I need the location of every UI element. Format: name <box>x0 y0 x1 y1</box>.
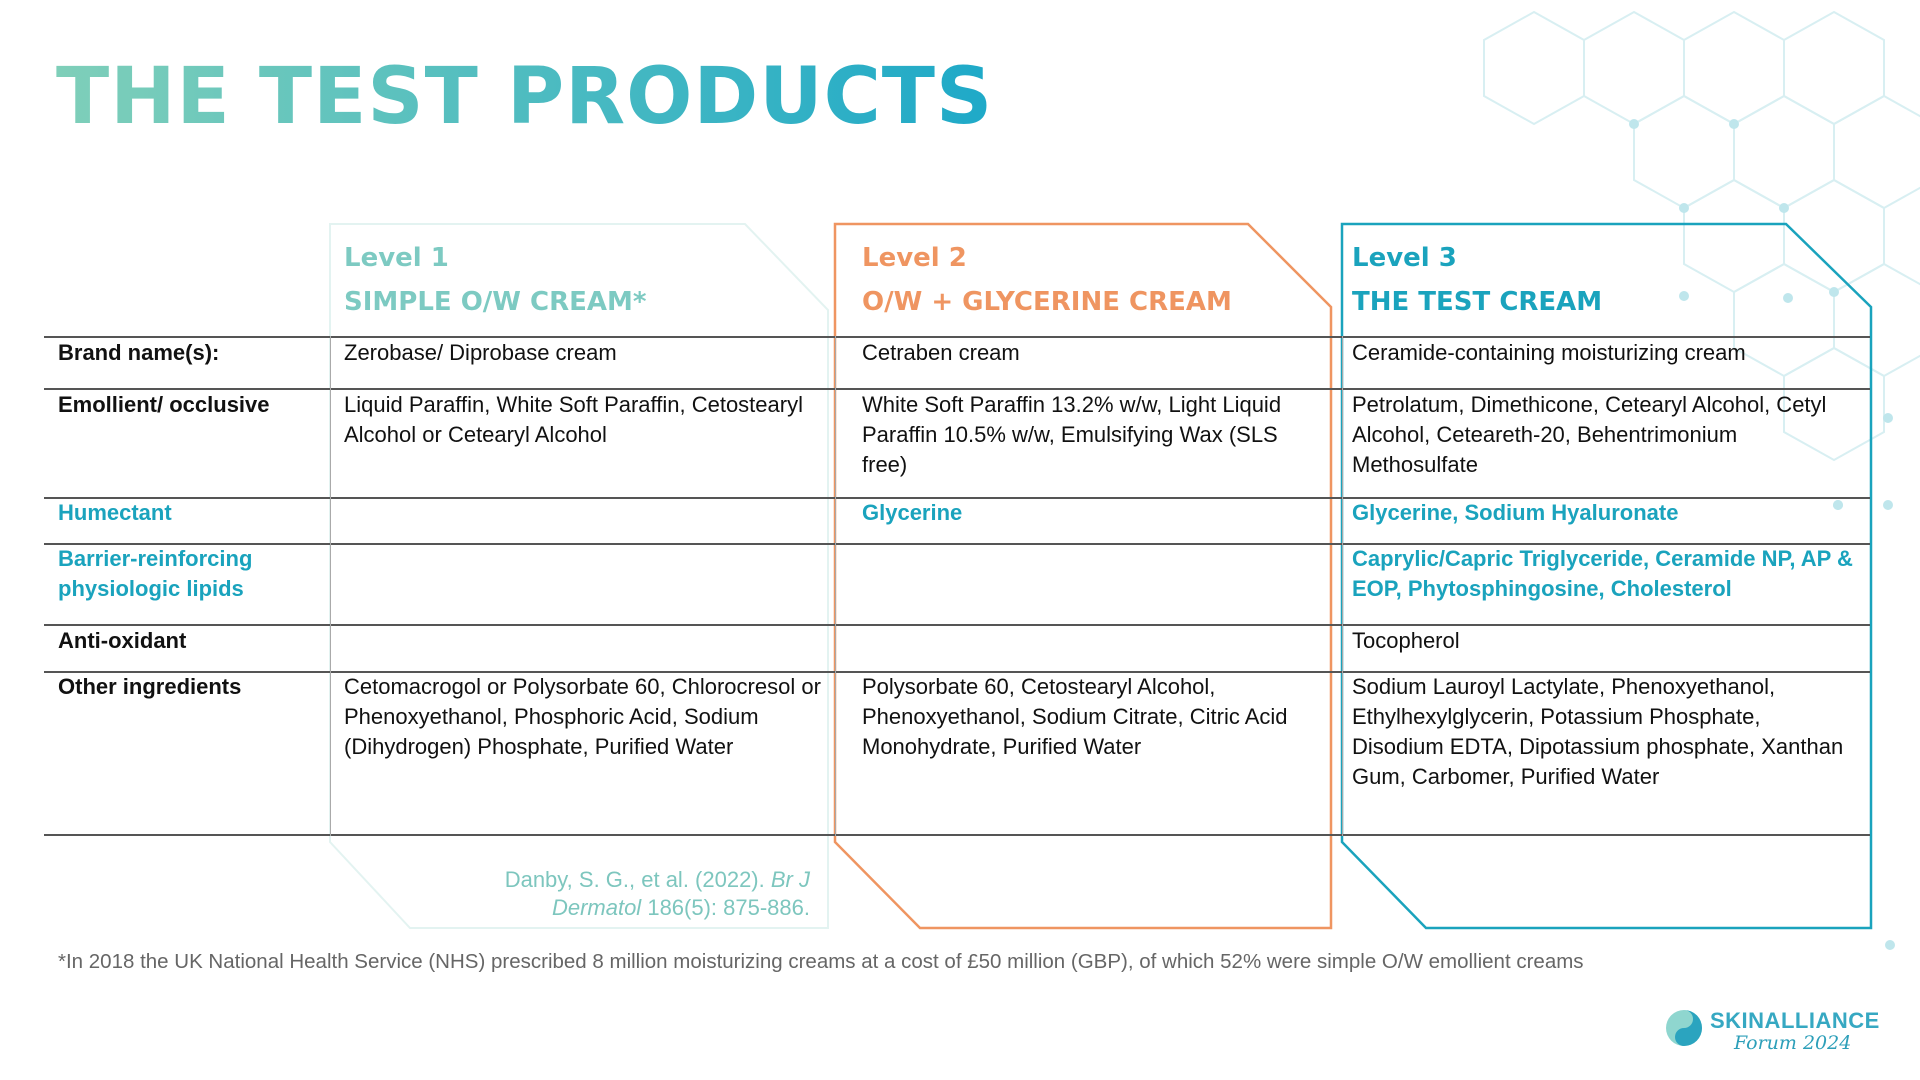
citation-authors: Danby, S. G., et al. (2022). <box>504 867 765 892</box>
row-label: Humectant <box>58 500 172 525</box>
table-cell: Caprylic/Capric Triglyceride, Ceramide NP, AP & EOP, Phytosphingosine, Cholesterol <box>1352 546 1853 601</box>
column-divider <box>835 336 836 836</box>
table-cell: Glycerine, Sodium Hyaluronate <box>1352 500 1679 525</box>
column-header-level-2 <box>862 243 1232 317</box>
citation-volume: 186(5): 875-886. <box>647 895 810 920</box>
column-divider <box>330 336 331 836</box>
table-cell: Polysorbate 60, Cetostearyl Alcohol, Phenoxyethanol, Sodium Citrate, Citric Acid Monohydrate, Purified Water <box>862 674 1288 759</box>
logo-subtitle: Forum 2024 <box>1734 1032 1852 1054</box>
product-type: O/W + GLYCERINE CREAM <box>862 287 1232 317</box>
level-label: Level 2 <box>862 243 967 273</box>
row-label: Other ingredients <box>58 674 242 699</box>
level-label: Level 3 <box>1352 243 1457 273</box>
table-cell: Sodium Lauroyl Lactylate, Phenoxyethanol, Ethylhexylglycerin, Potassium Phosphate, Disodium EDTA, Dipotassium phosphate, Xanthan Gum, Carbomer, Purified Water <box>1352 674 1844 789</box>
citation-journal: Dermatol <box>551 895 642 920</box>
product-type: THE TEST CREAM <box>1352 287 1603 317</box>
table-line <box>44 834 1870 836</box>
table-cell: Petrolatum, Dimethicone, Cetearyl Alcohol, Cetyl Alcohol, Ceteareth-20, Behentrimonium Methosulfate <box>1352 392 1827 477</box>
table-cell: Tocopherol <box>1352 628 1460 653</box>
row-label: Brand name(s): <box>58 340 220 365</box>
citation-journal: Br J <box>770 867 810 892</box>
table-cell: Cetomacrogol or Polysorbate 60, Chlorocresol or Phenoxyethanol, Phosphoric Acid, Sodium (Dihydrogen) Phosphate, Purified Water <box>344 674 821 759</box>
table-cell: Ceramide-containing moisturizing cream <box>1352 340 1746 365</box>
table-cell: Liquid Paraffin, White Soft Paraffin, Cetostearyl Alcohol or Cetearyl Alcohol <box>344 392 803 447</box>
logo-name: SKINALLIANCE <box>1710 1008 1880 1033</box>
row-label: Emollient/ occlusive <box>58 392 270 417</box>
footnote: *In 2018 the UK National Health Service (NHS) prescribed 8 million moisturizing creams at a cost of £50 million (GBP), of which 52% were simple O/W emollient creams <box>58 950 1584 973</box>
table-cell: Zerobase/ Diprobase cream <box>344 340 617 365</box>
skinalliance-logo <box>1664 1004 1880 1056</box>
row-label: Barrier-reinforcing physiologic lipids <box>58 546 253 601</box>
table-cell: White Soft Paraffin 13.2% w/w, Light Liquid Paraffin 10.5% w/w, Emulsifying Wax (SLS free) <box>862 392 1282 477</box>
level-label: Level 1 <box>344 243 449 273</box>
table-cell: Cetraben cream <box>862 340 1020 365</box>
molecule-dots-icon <box>1629 119 1895 950</box>
level-1-frame <box>330 224 828 928</box>
citation <box>440 866 810 922</box>
product-type: SIMPLE O/W CREAM* <box>344 287 647 317</box>
logo-mark-icon <box>1664 1008 1704 1048</box>
column-divider <box>1342 336 1343 836</box>
table-cell: Glycerine <box>862 500 963 525</box>
row-label: Anti-oxidant <box>58 628 187 653</box>
page-title: THE TEST PRODUCTS <box>56 52 994 142</box>
column-header-level-3 <box>1352 243 1602 317</box>
column-header-level-1 <box>344 243 647 317</box>
level-2-frame <box>835 224 1331 928</box>
